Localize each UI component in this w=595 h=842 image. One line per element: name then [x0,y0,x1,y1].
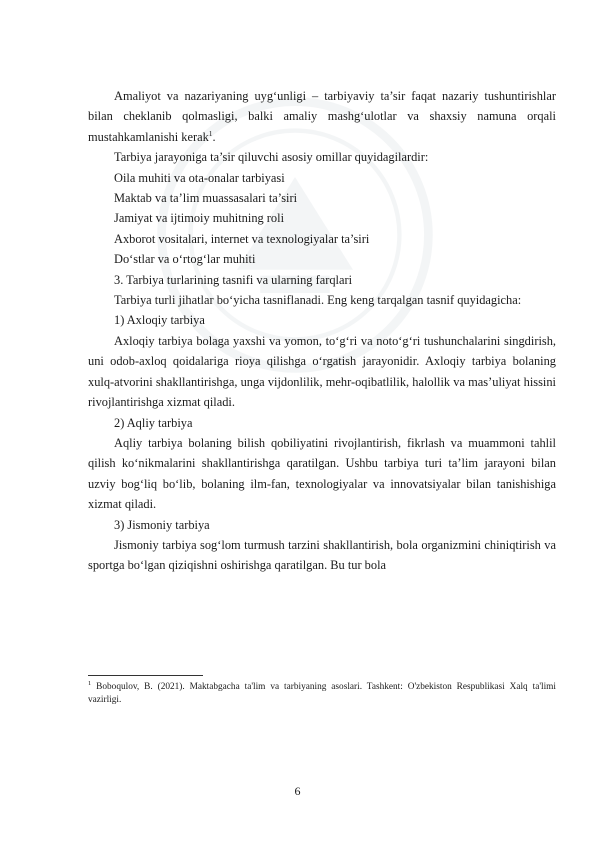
paragraph-classification: Tarbiya turli jihatlar bo‘yicha tasniflanadi. Eng keng tarqalgan tasnif quyidagicha: [114,293,522,308]
body-text [88,86,556,576]
paragraph-physical: Jismoniy tarbiya sog‘lom turmush tarzini shakllantirish, bola organizmini chiniqtirish va sportga bo‘lgan qiziqishni oshirishga qaratilgan. Bu tur bola [88,537,556,573]
section-heading-3: 3. Tarbiya turlarining tasnifi va ularning farqlari [114,272,353,287]
footnote-reference[interactable]: 1 [208,128,213,138]
paragraph-factors-intro: Tarbiya jarayoniga ta’sir qiluvchi asosiy omillar quyidagilardir: [114,150,429,165]
paragraph-mental: Aqliy tarbiya bolaning bilish qobiliyatini rivojlantirish, fikrlash va muammoni tahlil qilish ko‘nikmalarini shakllantirishga qaratilgan. Ushbu tarbiya turi ta’lim jarayoni bilan uzviy bog‘liq bo‘lib, bolaning ilm-fan, texnologiyalar va innovatsiyalar bilan tanishishiga xizmat qiladi. [88,435,556,512]
list-item-society: Jamiyat va ijtimoiy muhitning roli [114,211,285,226]
list-item-media: Axborot vositalari, internet va texnologiyalar ta’siri [114,231,370,246]
subheading-moral: 1) Axloqiy tarbiya [114,313,205,328]
subheading-physical: 3) Jismoniy tarbiya [114,517,210,532]
page-number: 6 [294,784,301,798]
subheading-mental: 2) Aqliy tarbiya [114,415,193,430]
footnote-divider [88,675,203,676]
list-item-family: Oila muhiti va ota-onalar tarbiyasi [114,170,285,185]
paragraph-practice-theory: Amaliyot va nazariyaning uyg‘unligi – tarbiyaviy ta’sir faqat nazariy tushuntirishlar bilan cheklanib qolmasligi, balki amaliy mashg‘ulotlar va shaxsiy namuna orqali mustahkamlanishi kerak$^1$. [88,89,556,144]
list-item-friends: Do‘stlar va o‘rtog‘lar muhiti [114,252,256,267]
list-item-school: Maktab va ta’lim muassasalari ta’siri [114,191,298,206]
footnote-text: Boboqulov, B. (2021). Maktabgacha ta'lim va tarbiyaning asoslari. Tashkent: O'zbekiston Respublikasi Xalq ta'limi vazirligi. [88,682,556,705]
paragraph-moral: Axloqiy tarbiya bolaga yaxshi va yomon, to‘g‘ri va noto‘g‘ri tushunchalarini singdirish, uni odob-axloq qoidalariga rioya qilishga o‘rgatish jarayonidir. Axloqiy tarbiya bolaning xulq-atvorini shakllantirishga, unga vijdonlilik, mehr-oqibatlilik, halollik va mas’uliyat hissini rivojlantirishga xizmat qiladi. [88,333,556,410]
footnote [88,681,556,706]
footnote-marker: 1 [88,679,92,687]
